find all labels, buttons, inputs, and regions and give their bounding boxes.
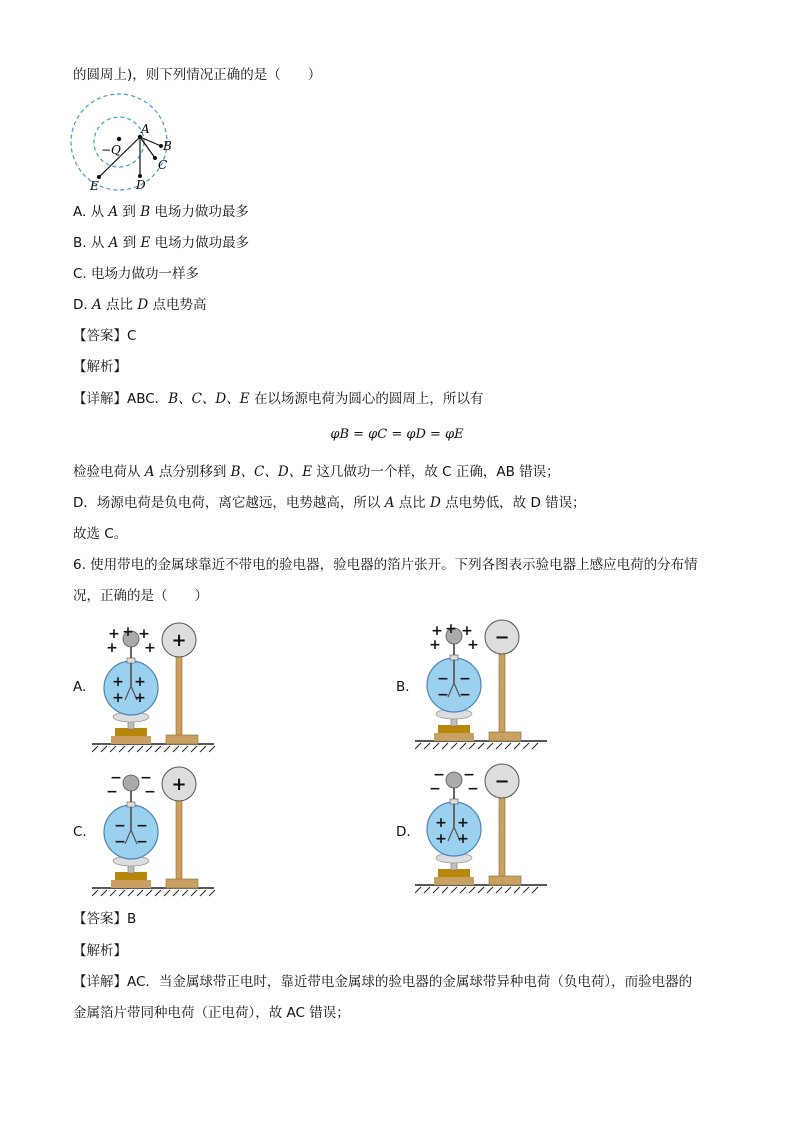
svg-text:+: + [122,624,134,640]
svg-text:−: − [140,770,152,786]
charged-ball-sign: − [494,771,510,792]
svg-text:−: − [114,834,126,850]
label-b: B [163,139,172,153]
svg-text:+: + [112,690,124,706]
q6-option-d-label: D. [396,824,411,840]
svg-text:−: − [459,671,471,687]
charged-ball-sign: + [171,630,187,651]
q5-detail-line3: D．场源电荷是负电荷，离它越远，电势越高，所以 A 点比 D 点电势低，故 D 错误； [73,495,586,511]
q6-figure-d [415,761,555,894]
svg-text:−: − [467,781,479,797]
q6-analysis-label: 【解析】 [73,943,127,959]
svg-text:+: + [108,626,120,642]
svg-text:−: − [437,671,449,687]
q6-figure-c [92,764,222,894]
svg-text:+: + [435,831,447,847]
svg-text:+: + [431,623,443,639]
q5-option-a: A. 从 A 到 B 电场力做功最多 [73,204,249,220]
svg-text:+: + [106,640,118,656]
svg-text:−: − [429,781,441,797]
q5-option-b: B. 从 A 到 E 电场力做功最多 [73,235,250,251]
svg-text:+: + [134,690,146,706]
q6-stem-line1: 6. 使用带电的金属球靠近不带电的验电器，验电器的箔片张开。下列各图表示验电器上感应电荷的分布情 [73,557,698,573]
label-e: E [90,179,99,193]
label-a: A [141,122,150,136]
q6-stem-line2: 况，正确的是（ ） [73,588,208,604]
svg-text:−: − [144,784,156,800]
q5-conclusion: 故选 C。 [73,526,128,542]
svg-text:+: + [429,637,441,653]
label-d: D [136,178,146,192]
svg-text:+: + [467,637,479,653]
svg-text:−: − [136,818,148,834]
q5-analysis-label: 【解析】 [73,359,127,375]
q5-equation: φB = φC = φD = φE [330,427,464,442]
svg-text:+: + [457,831,469,847]
q5-answer: 【答案】C [73,328,137,344]
charged-ball-sign: + [171,774,187,795]
q5-detail-line2: 检验电荷从 A 点分别移到 B、C、D、E 这几做功一个样，故 C 正确，AB 错误； [73,464,560,480]
q6-detail-line1: 【详解】AC．当金属球带正电时，靠近带电金属球的验电器的金属球带异种电荷（负电荷），而验电器的 [73,974,693,990]
q5-option-c: C. 电场力做功一样多 [73,266,200,282]
charged-ball-sign: − [494,627,510,648]
q6-figure-b [415,617,555,750]
svg-text:+: + [445,621,457,637]
q6-figure-a [92,620,222,750]
q6-option-a-label: A. [73,679,87,695]
label-q: −Q [101,143,121,157]
svg-text:+: + [461,623,473,639]
q6-detail-line2: 金属箔片带同种电荷（正电荷），故 AC 错误； [73,1005,350,1021]
svg-text:−: − [437,687,449,703]
q5-intro-tail: 的圆周上)，则下列情况正确的是（ ） [73,67,322,83]
svg-text:+: + [138,626,150,642]
svg-text:+: + [134,674,146,690]
svg-text:−: − [459,687,471,703]
svg-text:−: − [136,834,148,850]
q5-detail-line1: 【详解】ABC．B、C、D、E 在以场源电荷为圆心的圆周上，所以有 [73,391,484,407]
svg-text:−: − [463,767,475,783]
q5-circle-figure [70,92,190,197]
svg-text:−: − [106,784,118,800]
svg-text:−: − [110,770,122,786]
svg-text:+: + [457,815,469,831]
svg-text:−: − [433,767,445,783]
q6-answer: 【答案】B [73,911,137,927]
svg-text:−: − [114,818,126,834]
q5-option-d: D. A 点比 D 点电势高 [73,297,207,313]
svg-text:+: + [144,640,156,656]
svg-text:+: + [112,674,124,690]
q6-option-c-label: C. [73,824,87,840]
label-c: C [158,158,168,172]
q6-option-b-label: B. [396,679,410,695]
svg-text:+: + [435,815,447,831]
